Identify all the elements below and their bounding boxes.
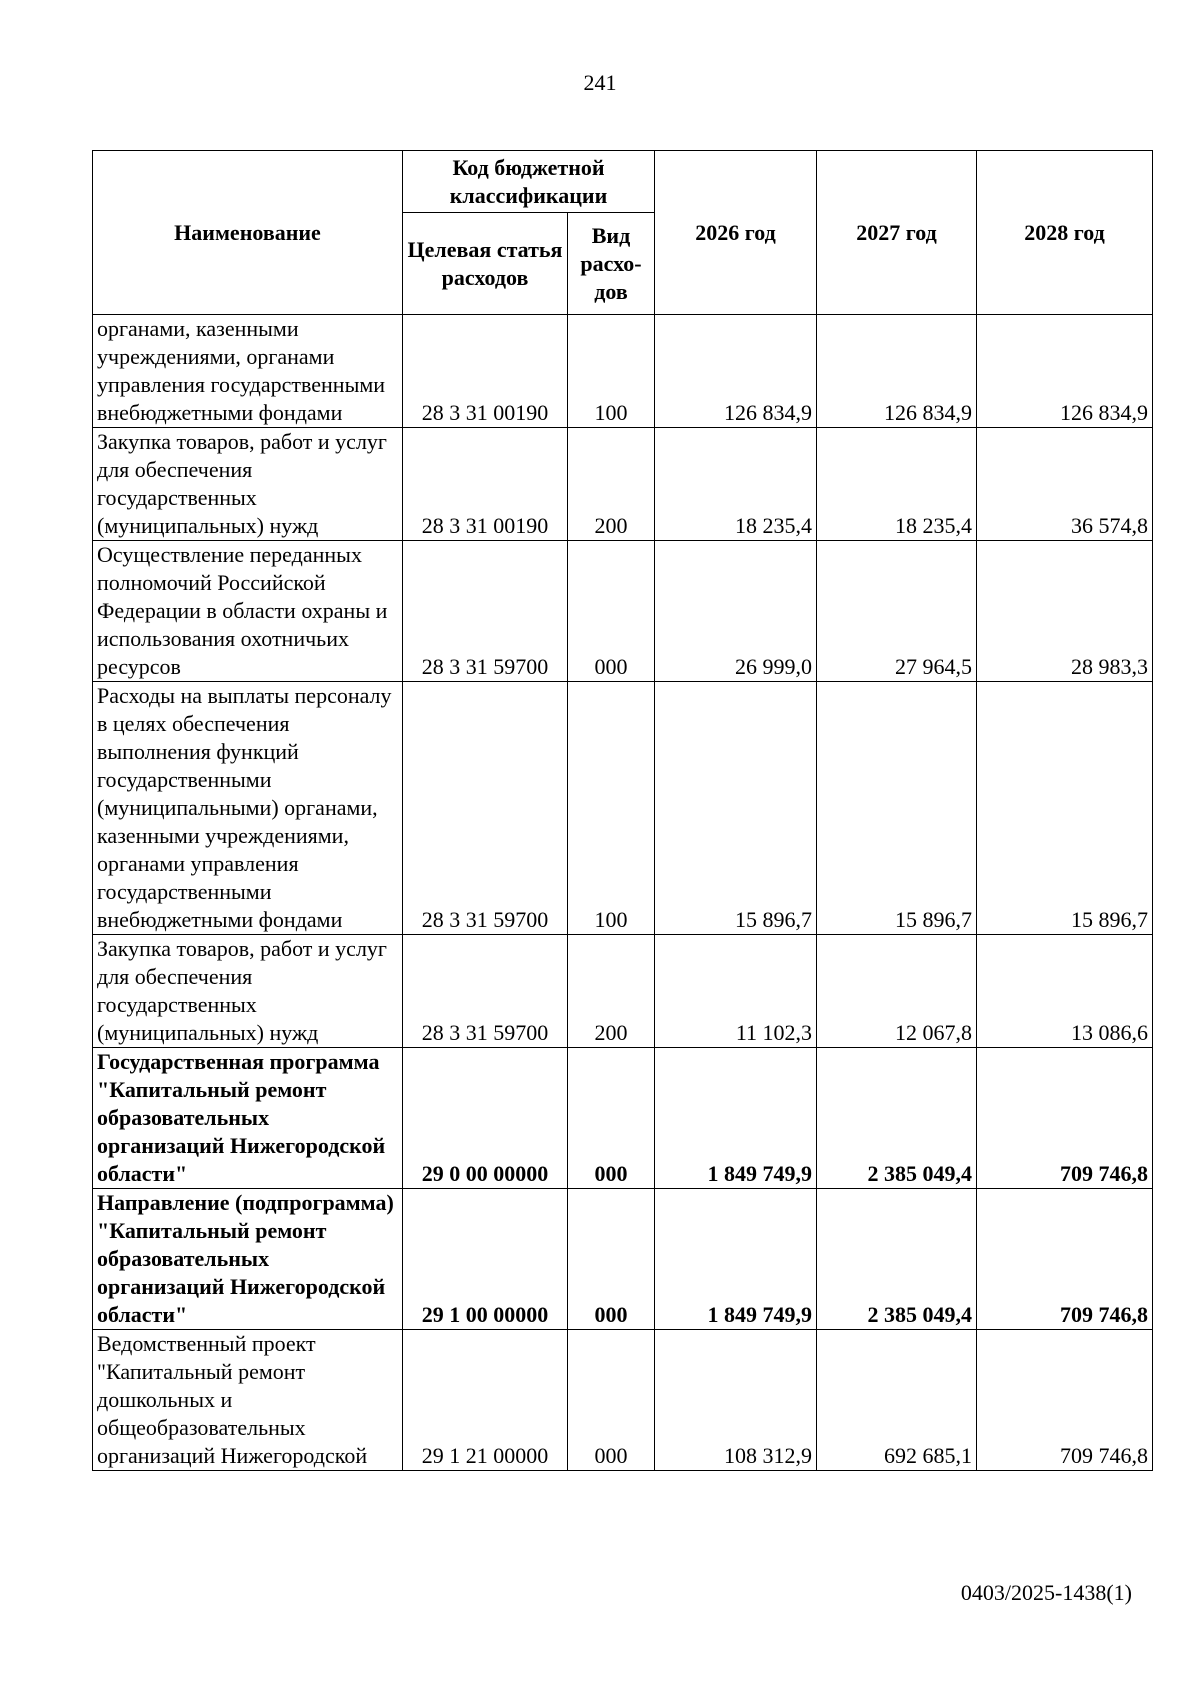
table-row — [93, 541, 1153, 682]
document-registration-code: 0403/2025-1438(1) — [960, 1580, 1132, 1605]
row-target-code: 28 3 31 59700 — [403, 541, 568, 682]
row-name: Направление (подпрограмма) "Капитальный ремонт образовательных организаций Нижегородской области" — [93, 1189, 403, 1330]
table-row — [93, 1189, 1153, 1330]
row-expense-type: 000 — [568, 1048, 655, 1189]
row-target-code: 29 1 00 00000 — [403, 1189, 568, 1330]
row-target-code: 28 3 31 00190 — [403, 428, 568, 541]
row-expense-type: 000 — [568, 541, 655, 682]
header-expense-type: Вид расхо-дов — [568, 213, 655, 315]
row-name: Ведомственный проект "Капитальный ремонт дошкольных и общеобразовательных организаций Нижегородской — [93, 1330, 403, 1471]
row-value-2028: 13 086,6 — [977, 935, 1153, 1048]
header-2028: 2028 год — [977, 151, 1153, 315]
row-value-2026: 1 849 749,9 — [655, 1048, 817, 1189]
row-value-2028: 15 896,7 — [977, 682, 1153, 935]
table-row — [93, 315, 1153, 428]
row-value-2026: 108 312,9 — [655, 1330, 817, 1471]
row-expense-type: 000 — [568, 1189, 655, 1330]
row-name: Расходы на выплаты персоналу в целях обеспечения выполнения функций государственными (муниципальными) органами, казенными учреждениями, органами управления государственными внебюджетными фондами — [93, 682, 403, 935]
row-name: Закупка товаров, работ и услуг для обеспечения государственных (муниципальных) нужд — [93, 935, 403, 1048]
row-value-2026: 11 102,3 — [655, 935, 817, 1048]
table-row — [93, 682, 1153, 935]
header-target-article: Целевая статья расходов — [403, 213, 568, 315]
row-target-code: 29 1 21 00000 — [403, 1330, 568, 1471]
row-expense-type: 100 — [568, 682, 655, 935]
row-value-2026: 18 235,4 — [655, 428, 817, 541]
row-expense-type: 200 — [568, 935, 655, 1048]
header-name: Наименование — [93, 151, 403, 315]
row-name: Государственная программа "Капитальный ремонт образовательных организаций Нижегородской области" — [93, 1048, 403, 1189]
row-value-2028: 36 574,8 — [977, 428, 1153, 541]
row-value-2027: 126 834,9 — [817, 315, 977, 428]
row-value-2028: 126 834,9 — [977, 315, 1153, 428]
row-target-code: 28 3 31 59700 — [403, 935, 568, 1048]
page-number: 241 — [583, 70, 617, 95]
row-expense-type: 200 — [568, 428, 655, 541]
row-target-code: 28 3 31 59700 — [403, 682, 568, 935]
row-value-2026: 1 849 749,9 — [655, 1189, 817, 1330]
row-name: Закупка товаров, работ и услуг для обеспечения государственных (муниципальных) нужд — [93, 428, 403, 541]
row-name: органами, казенными учреждениями, органами управления государственными внебюджетными фондами — [93, 315, 403, 428]
header-2026: 2026 год — [655, 151, 817, 315]
row-value-2027: 15 896,7 — [817, 682, 977, 935]
row-value-2028: 709 746,8 — [977, 1189, 1153, 1330]
table-row — [93, 1330, 1153, 1471]
row-value-2026: 15 896,7 — [655, 682, 817, 935]
row-value-2027: 27 964,5 — [817, 541, 977, 682]
budget-table — [92, 150, 1153, 1471]
row-value-2028: 709 746,8 — [977, 1048, 1153, 1189]
row-value-2027: 692 685,1 — [817, 1330, 977, 1471]
row-value-2027: 18 235,4 — [817, 428, 977, 541]
table-row — [93, 935, 1153, 1048]
row-value-2026: 26 999,0 — [655, 541, 817, 682]
row-expense-type: 100 — [568, 315, 655, 428]
row-value-2027: 2 385 049,4 — [817, 1189, 977, 1330]
row-value-2027: 12 067,8 — [817, 935, 977, 1048]
table-row — [93, 428, 1153, 541]
header-code-group: Код бюджетной классификации — [403, 151, 655, 213]
row-name: Осуществление переданных полномочий Российской Федерации в области охраны и использования охотничьих ресурсов — [93, 541, 403, 682]
header-2027: 2027 год — [817, 151, 977, 315]
row-value-2028: 28 983,3 — [977, 541, 1153, 682]
table-row — [93, 1048, 1153, 1189]
row-value-2026: 126 834,9 — [655, 315, 817, 428]
row-value-2027: 2 385 049,4 — [817, 1048, 977, 1189]
row-target-code: 28 3 31 00190 — [403, 315, 568, 428]
row-value-2028: 709 746,8 — [977, 1330, 1153, 1471]
row-target-code: 29 0 00 00000 — [403, 1048, 568, 1189]
row-expense-type: 000 — [568, 1330, 655, 1471]
